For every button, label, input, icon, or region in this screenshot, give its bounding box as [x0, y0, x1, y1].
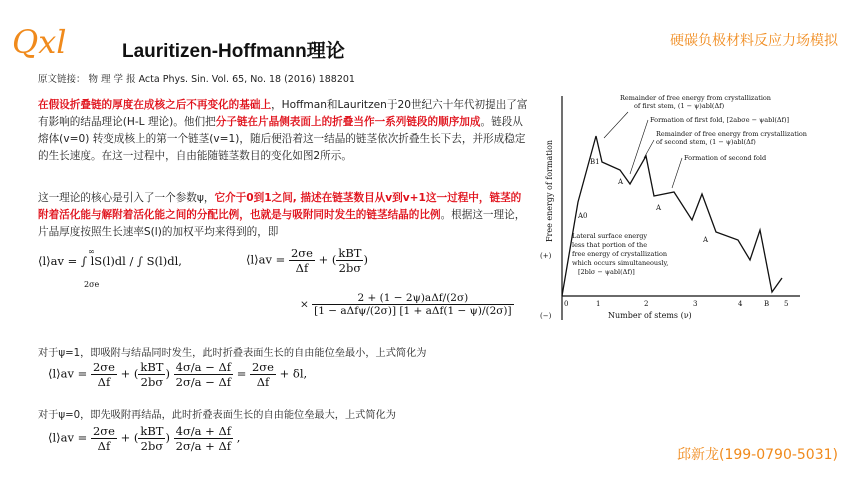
label-b1: B1 — [590, 158, 600, 166]
equation-general: ⟨l⟩av = $\frac{2\sigma e}{\Delta f}$ + ( $\frac{\text{kBT}}{2b\sigma}$ ) — [246, 246, 368, 275]
page-title: Lauritizen-Hoffmann理论 — [122, 41, 345, 62]
annotation-3: Remainder of free energy from crystallization — [656, 130, 807, 138]
highlight-text: 在假设折叠链的厚度在成核之后不再变化的基础上 — [38, 99, 272, 111]
y-axis-label: Free energy of formation — [545, 139, 554, 242]
annotation-5b: less that portion of the — [572, 241, 648, 249]
eq-lhs: ⟨l⟩av = ∫ lS(l)dl / ∫ S(l)dl, — [38, 254, 182, 268]
label-a0: A0 — [578, 212, 588, 220]
label-b: B — [764, 300, 770, 308]
equation-general-factor: × $\frac{\text{2 + (1 − 2ψ)aΔf/(2σ)}}{\text{[1 − aΔfψ/(2σ)] [1 + aΔf(1 − ψ)/(2σ)]}}$ — [300, 292, 512, 317]
contact-phone: 邱新龙(199-0790-5031) — [676, 447, 838, 463]
highlight-text: 它介于0到1之间, 描述在链茎数目从v到v+1这一过程中，链茎的附着活化能与解附着活化能之间的分配比例，也就是与吸附同时发生的链茎结晶的比例 — [38, 192, 522, 221]
annotation-5d: which occurs simultaneously, — [572, 259, 669, 267]
minus-marker: (−) — [540, 312, 552, 320]
fraction: $\frac{\text{kBT}}{2b\sigma}$ — [140, 360, 164, 389]
tick-0: 0 — [564, 300, 569, 308]
x-axis-label: Number of stems (ν) — [608, 311, 692, 320]
fraction: $\frac{2\sigma e}{\Delta f}$ — [290, 246, 313, 275]
tick-1: 1 — [596, 300, 601, 308]
equation-psi-zero: ⟨l⟩av = $\frac{2\sigma e}{\Delta f}$ + ( $\frac{\text{kBT}}{2b\sigma}$ ) $\frac{4\sigma/a + \Delta f}{2\sigma/a + \Delta f}$ , — [48, 424, 241, 453]
body-text: 这一理论的核心是引入了一个参数ψ， — [38, 192, 215, 204]
annotation-5c: free energy of crystallization — [572, 250, 668, 258]
logo: Qxl — [12, 23, 67, 61]
body-text: 。链段从熔体(v=0) 转变成核上的第一个链茎(v=1)，随后便沿着这一结晶的链茎依次折叠生长下去，并形成稳定的生长速度。在这一过程中，自由能随链茎数目的变化如图2所示。 — [38, 116, 526, 162]
fraction: $\frac{\text{kBT}}{2b\sigma}$ — [140, 424, 164, 453]
plus-marker: (+) — [540, 252, 552, 260]
fraction: $\frac{2\sigma e}{\Delta f}$ — [251, 360, 274, 389]
annotation-4: Formation of second fold — [684, 154, 767, 162]
fraction: $\frac{2\sigma e}{\Delta f}$ — [92, 360, 115, 389]
label-a1: A — [618, 178, 624, 186]
eq-lower-limit: 2σe — [84, 280, 100, 289]
annotation-2: Formation of first fold, [2abσe − ψabl(Δf)] — [650, 116, 790, 124]
eq-lhs: ⟨l⟩av = — [246, 252, 286, 267]
fraction: $\frac{4\sigma/a + \Delta f}{2\sigma/a + \Delta f}$ — [175, 424, 232, 453]
annotation-1b: of first stem, (1 − ψ)abl(Δf) — [634, 102, 725, 110]
body-text: 。根据这一理论，片晶厚度按照生长速率S(l)的加权平均来得到的，即 — [38, 209, 526, 238]
label-a2: A — [656, 204, 662, 212]
equation-average-thickness — [38, 254, 182, 268]
annotation-5: Lateral surface energy — [572, 232, 648, 240]
tick-2: 2 — [644, 300, 649, 308]
text-psi-zero: 对于ψ=0，即先吸附再结晶，此时折叠表面生长的自由能位垒最大，上式简化为 — [38, 410, 396, 421]
source-link[interactable]: 原文链接： 物 理 学 报 Acta Phys. Sin. Vol. 65, No. 18 (2016) 188201 — [38, 74, 355, 85]
annotation-3b: of second stem, (1 − ψ)abl(Δf) — [656, 138, 756, 146]
text-psi-one: 对于ψ=1，即吸附与结晶同时发生，此时折叠表面生长的自由能位垒最小，上式简化为 — [38, 348, 427, 359]
header-topic: 硬碳负极材料反应力场模拟 — [670, 33, 838, 49]
paragraph-theory — [38, 190, 528, 241]
eq-upper-limit: ∞ — [88, 247, 95, 256]
tick-3: 3 — [693, 300, 698, 308]
annotation-1: Remainder of free energy from crystallization — [620, 94, 771, 102]
fraction: $\frac{\text{2 + (1 − 2ψ)aΔf/(2σ)}}{\text{[1 − aΔfψ/(2σ)] [1 + aΔf(1 − ψ)/(2σ)]}}$ — [314, 292, 512, 317]
tick-5: 5 — [784, 300, 789, 308]
fraction: $\frac{2\sigma e}{\Delta f}$ — [92, 424, 115, 453]
equation-psi-one: ⟨l⟩av = $\frac{2\sigma e}{\Delta f}$ + ( $\frac{\text{kBT}}{2b\sigma}$ ) $\frac{4\sigma/a - \Delta f}{2\sigma/a - \Delta f}$ = $\frac{2\sigma e}{\Delta f}$ + δl, — [48, 360, 308, 389]
tick-4: 4 — [738, 300, 743, 308]
fraction: $\frac{4\sigma/a - \Delta f}{2\sigma/a - \Delta f}$ — [175, 360, 232, 389]
free-energy-figure — [538, 92, 820, 332]
fraction: $\frac{\text{kBT}}{2b\sigma}$ — [338, 246, 362, 275]
body-text: ，Hoffman和Lauritzen于20世纪六十年代初提出了富有影响的结晶理论(H-L 理论)。他们把 — [38, 99, 528, 128]
highlight-text: 分子链在片晶侧表面上的折叠当作一系列链段的顺序加成 — [215, 116, 481, 128]
label-a3: A — [703, 236, 709, 244]
annotation-5e: [2blσ − ψabl(Δf)] — [578, 268, 635, 276]
paragraph-intro — [38, 97, 528, 165]
